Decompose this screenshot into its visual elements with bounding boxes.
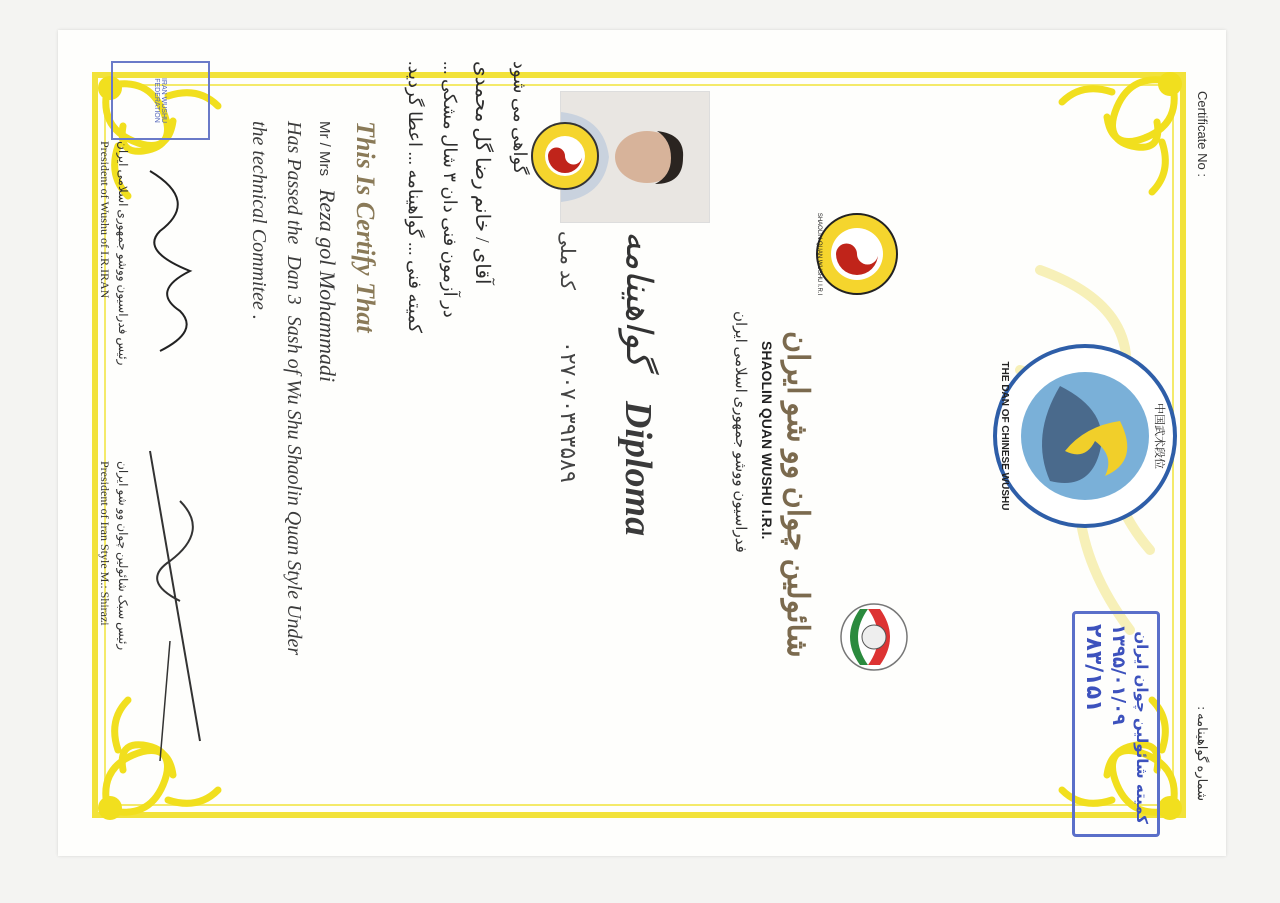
signature-left-title-fa: رئیس فدراسیون ووشو جمهوری اسلامی ایران (116, 141, 130, 366)
stamp-date-text: ۱۳۹۵/۰۱/۰۹ (1108, 624, 1129, 726)
org-title-en: SHAOLIN QUAN WUSHU I.R.I. (759, 341, 775, 540)
sash-label: Sash of Wu Shu Shaolin Quan Style Under (283, 315, 305, 656)
org-title-fa: شائولین چوان وو شو ایران (781, 331, 814, 658)
english-line-4: the technical Commitee . (248, 121, 270, 320)
federation-seal (111, 61, 210, 140)
national-id-label: کد ملی (556, 231, 578, 291)
mr-mrs-label: Mr / Mrs (316, 121, 333, 176)
diploma-title-fa: گواهینامه (619, 231, 659, 368)
english-line-1: This Is Certify That (351, 121, 380, 333)
big-logo-bottom-text: THE DAN OF CHINESE WUSHU (999, 361, 1010, 511)
big-logo-top-text: 中国武术段位 (1153, 403, 1166, 469)
english-line-3 (282, 121, 305, 655)
signature-right-title-fa: رئیس سبک شائولین چوان وو شو ایران (116, 461, 130, 651)
federation-seal-text: IRAN WUSHU FEDERATION (153, 77, 168, 124)
certificate-content (60, 41, 1220, 861)
certificate-number-label: Certificate No : (1195, 91, 1210, 177)
signature-right-title-en: President of Iran Style M.: Shirazi (98, 461, 112, 626)
persian-line-3: در آزمون فنی دان ۳ شال مشکی ... (440, 61, 460, 318)
small-logo-text: SHAOLIN QUAN WUSHU I.R.I (816, 212, 822, 296)
shaolin-quan-logo (814, 211, 900, 297)
holder-name: Reza gol Mohammadi (315, 188, 340, 383)
signature-left-title-en: President of Wushu of I.R.IRAN (98, 141, 112, 299)
diploma-title-en: Diploma (617, 401, 659, 537)
english-line-2 (314, 121, 340, 382)
registration-number-label: شماره گواهینامه : (1195, 706, 1210, 801)
stamp-number-text: ۲۸۳/۱۵۱ (1081, 624, 1106, 713)
national-id-number: ۰۲۷۰۷۰۳۹۳۵۸۹ (555, 341, 580, 483)
iran-wushu-federation-emblem (838, 601, 910, 673)
persian-line-1: گواهی می شود (510, 61, 530, 175)
committee-stamp (1072, 611, 1160, 837)
photo-seal-logo (530, 121, 600, 191)
signature-left-icon (130, 161, 210, 361)
persian-line-4: کمیته فنی ... گواهینامه ... اعطا گردید. (405, 61, 425, 333)
chinese-wushu-dan-logo (990, 341, 1180, 531)
stamp-org-text: کمیته شائولین چوان ایران (1133, 631, 1151, 824)
federation-title-fa: فدراسیون ووشو جمهوری اسلامی ایران (732, 311, 748, 553)
passed-label: Has Passed the (283, 121, 305, 245)
persian-line-2: آقای / خانم رضا گل محمدی (471, 61, 493, 285)
signature-right-icon (130, 441, 220, 771)
dan-level: Dan 3 (283, 255, 305, 305)
